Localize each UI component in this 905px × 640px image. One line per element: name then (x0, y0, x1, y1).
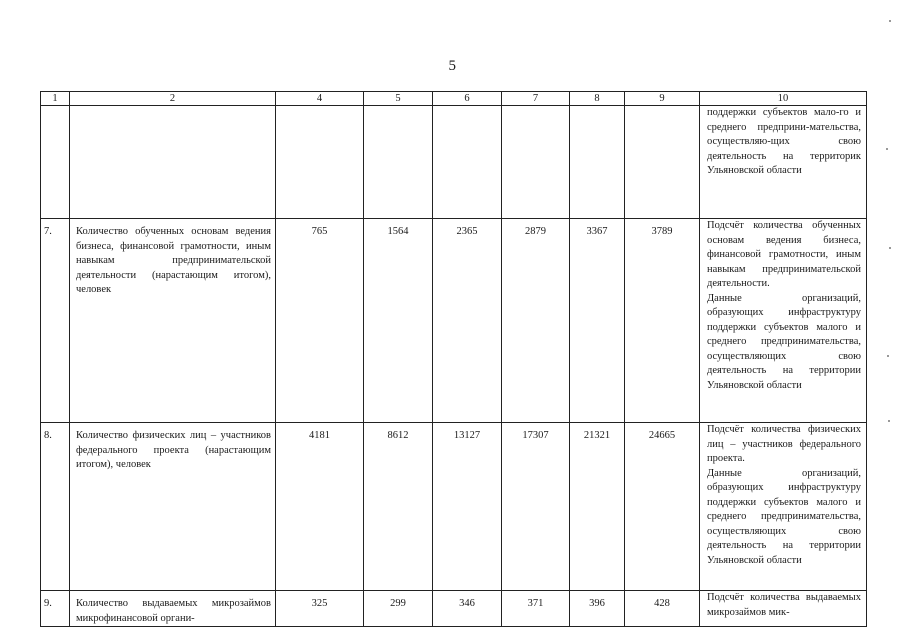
value-cell: 2879 (502, 219, 570, 423)
column-header: 8 (570, 92, 625, 106)
scan-artifact (887, 355, 889, 357)
value-cell: 325 (276, 591, 364, 627)
note-paragraph: Подсчёт количества выдаваемых микрозаймов мик- (707, 592, 861, 618)
value-cell: 21321 (570, 423, 625, 591)
note-paragraph: поддержки субъектов мало-го и среднего предприни-мательства, осуществляю-щих свою деятельность на территорик Ульяновской области (707, 107, 861, 176)
table-row (41, 591, 867, 627)
method-note (700, 219, 867, 423)
value-cell: 1564 (364, 219, 433, 423)
indicator-name: Количество физических лиц – участников федерального проекта (нарастающим итогом), человек (70, 423, 276, 591)
method-note (700, 423, 867, 591)
table-header-row (41, 92, 867, 106)
value-cell: 24665 (625, 423, 700, 591)
column-header: 1 (41, 92, 70, 106)
column-header: 5 (364, 92, 433, 106)
value-cell: 371 (502, 591, 570, 627)
value-cell: 8612 (364, 423, 433, 591)
note-paragraph: Данные организаций, образующих инфраструктуру поддержки субъектов малого и среднего предпринимательства, осуществляющих свою деятельность на территории Ульяновской области (707, 292, 861, 391)
row-number: 9. (41, 591, 70, 627)
value-cell: 2365 (433, 219, 502, 423)
value-cell: 765 (276, 219, 364, 423)
scan-artifact (886, 148, 888, 150)
value-cell: 3367 (570, 219, 625, 423)
value-cell: 17307 (502, 423, 570, 591)
scan-artifact (888, 420, 890, 422)
row-number: 8. (41, 423, 70, 591)
value-cell: 299 (364, 591, 433, 627)
column-header: 2 (70, 92, 276, 106)
scan-artifact (889, 247, 891, 249)
indicators-table (40, 91, 867, 627)
value-cell: 3789 (625, 219, 700, 423)
value-cell: 396 (570, 591, 625, 627)
method-note (700, 106, 867, 219)
indicator-name: Количество обученных основам ведения бизнеса, финансовой грамотности, иным навыкам предпринимательской деятельности (нарастающим итогом), человек (70, 219, 276, 423)
value-cell: 4181 (276, 423, 364, 591)
value-cell (570, 106, 625, 219)
value-cell (364, 106, 433, 219)
note-paragraph: Данные организаций, образующих инфраструктуру поддержки субъектов малого и среднего предпринимательства, осуществляющих свою деятельность на территории Ульяновской области (707, 467, 861, 566)
indicator-name: Количество выдаваемых микрозаймов микрофинансовой органи- (70, 591, 276, 627)
value-cell (625, 106, 700, 219)
value-cell (433, 106, 502, 219)
note-paragraph: Подсчёт количества физических лиц – участников федерального проекта. (707, 424, 861, 464)
column-header: 7 (502, 92, 570, 106)
value-cell: 13127 (433, 423, 502, 591)
value-cell: 428 (625, 591, 700, 627)
method-note (700, 591, 867, 627)
column-header: 10 (700, 92, 867, 106)
scan-artifact (889, 20, 891, 22)
value-cell: 346 (433, 591, 502, 627)
page-number: 5 (448, 58, 457, 74)
column-header: 6 (433, 92, 502, 106)
indicator-name (70, 106, 276, 219)
note-paragraph: Подсчёт количества обученных основам ведения бизнеса, финансовой грамотности, иным навыкам предпринимательской деятельности. (707, 220, 861, 289)
value-cell (502, 106, 570, 219)
column-header: 9 (625, 92, 700, 106)
row-number (41, 106, 70, 219)
table-row (41, 423, 867, 591)
table-row (41, 219, 867, 423)
value-cell (276, 106, 364, 219)
table-row (41, 106, 867, 219)
row-number: 7. (41, 219, 70, 423)
column-header: 4 (276, 92, 364, 106)
